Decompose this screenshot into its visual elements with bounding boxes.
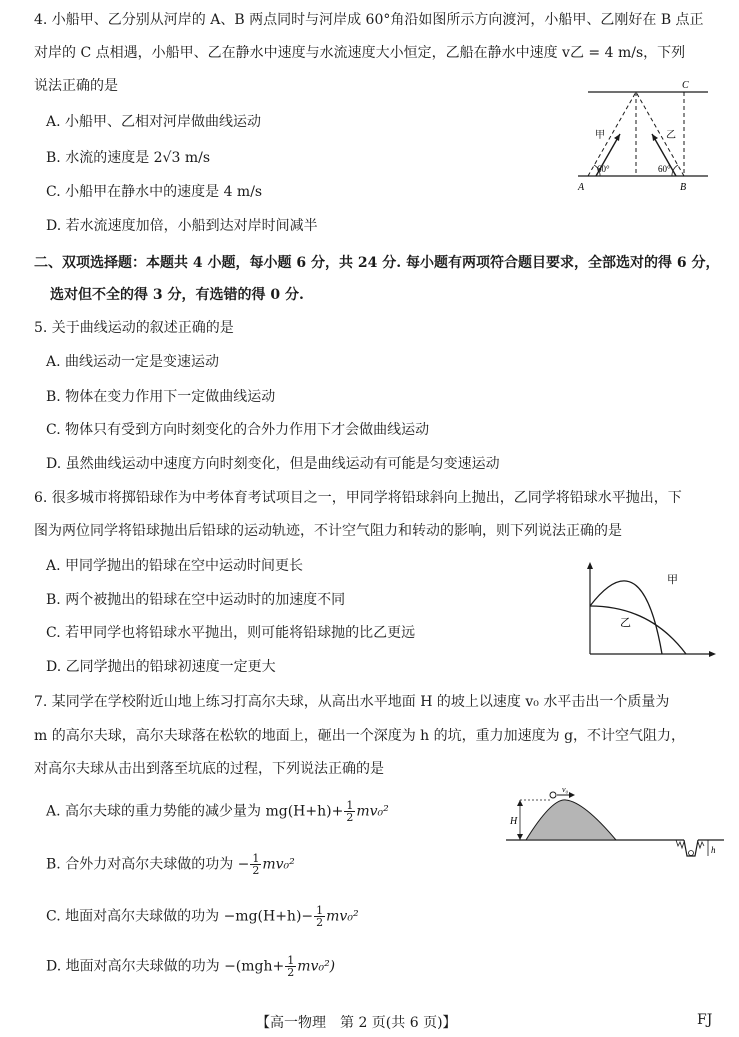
point-c-label: C [682,80,689,91]
q7-option-d-text: D. 地面对高尔夫球做的功为 −(mgh+ [46,958,285,975]
river-crossing-figure [578,78,712,193]
q5-option-d: D. 虽然曲线运动中速度方向时刻变化，但是曲线运动有可能是匀变速运动 [46,456,500,472]
footer-code: FJ [697,1012,713,1028]
q4-option-a: A. 小船甲、乙相对河岸做曲线运动 [46,114,262,130]
fraction-half: $\frac{1}{2}$ [252,852,260,877]
q6-stem-line1: 6. 很多城市将掷铅球作为中考体育考试项目之一，甲同学将铅球斜向上抛出，乙同学将铅球水平抛出，下 [34,490,682,506]
q7-option-d-term: mv₀²) [297,958,336,975]
fraction-half: $\frac{1}{2}$ [346,799,354,824]
q7-option-a-text: A. 高尔夫球的重力势能的减少量为 mg(H+h)+ [46,803,344,820]
point-a-label: A [578,182,585,193]
fraction-half: $\frac{1}{2}$ [316,904,324,929]
height-h-label: H [510,816,518,827]
q4-option-d: D. 若水流速度加倍，小船到达对岸时间减半 [46,218,318,234]
q7-stem-line3: 对高尔夫球从击出到落至坑底的过程，下列说法正确的是 [34,761,384,777]
q6-stem-line2: 图为两位同学将铅球抛出后铅球的运动轨迹，不计空气阻力和转动的影响，则下列说法正确的是 [34,523,622,539]
q4-stem-line2: 对岸的 C 点相遇，小船甲、乙在静水中速度与水流速度大小恒定，乙船在静水中速度 v乙 = 4 m/s，下列 [34,45,686,61]
q7-option-b [46,853,295,876]
q7-option-b-text: B. 合外力对高尔夫球做的功为 − [46,856,250,873]
q4-stem-line3: 说法正确的是 [34,78,118,94]
q7-option-c-text: C. 地面对高尔夫球做的功为 −mg(H+h)− [46,908,314,925]
boat-yi-label: 乙 [666,130,676,141]
trajectory-yi-label: 乙 [620,616,631,629]
v0-label: v₀ [562,785,569,794]
q5-option-a: A. 曲线运动一定是变速运动 [46,354,220,370]
q4-stem-line1: 4. 小船甲、乙分别从河岸的 A、B 两点同时与河岸成 60°角沿如图所示方向渡河，小船甲、乙刚好在 B 点正 [34,12,704,28]
q7-stem-line1: 7. 某同学在学校附近山地上练习打高尔夫球，从高出水平地面 H 的坡上以速度 v₀ 水平击出一个质量为 [34,694,670,710]
q7-option-d [46,955,335,978]
footer-page-info: 【高一物理 第 2 页(共 6 页)】 [256,1015,457,1031]
q4-option-b: B. 水流的速度是 2√3 m/s [46,150,211,166]
depth-h-label: h [711,845,716,855]
q5-option-c: C. 物体只有受到方向时刻变化的合外力作用下才会做曲线运动 [46,422,430,438]
q6-option-a: A. 甲同学抛出的铅球在空中运动时间更长 [46,558,304,574]
golf-hill-figure [506,785,726,860]
q7-option-c-term: mv₀² [326,908,359,925]
q7-option-a [46,800,389,823]
fraction-half: $\frac{1}{2}$ [287,954,295,979]
q6-option-b: B. 两个被抛出的铅球在空中运动时的加速度不同 [46,592,346,608]
q6-option-c: C. 若甲同学也将铅球水平抛出，则可能将铅球抛的比乙更远 [46,625,416,641]
section2-heading-line1: 二、双项选择题：本题共 4 小题，每小题 6 分，共 24 分. 每小题有两项符合题目要求，全部选对的得 6 分， [34,255,720,271]
q7-option-b-term: mv₀² [262,856,295,873]
q7-option-c [46,905,359,928]
q5-option-b: B. 物体在变力作用下一定做曲线运动 [46,389,276,405]
q4-option-c: C. 小船甲在静水中的速度是 4 m/s [46,184,263,200]
trajectory-jia-label: 甲 [667,573,678,586]
q5-stem: 5. 关于曲线运动的叙述正确的是 [34,320,234,336]
section2-heading-line2: 选对但不全的得 3 分，有选错的得 0 分. [50,287,304,303]
shot-put-trajectory-figure [580,560,718,660]
angle-b-label: 60° [658,164,671,174]
q6-option-d: D. 乙同学抛出的铅球初速度一定更大 [46,659,276,675]
angle-a-label: 60° [597,164,610,174]
point-b-label: B [680,182,687,193]
q7-stem-line2: m 的高尔夫球，高尔夫球落在松软的地面上，砸出一个深度为 h 的坑，重力加速度为 g，不计空气阻力， [34,728,686,744]
q7-option-a-term: mv₀² [356,803,389,820]
boat-jia-label: 甲 [595,130,605,141]
